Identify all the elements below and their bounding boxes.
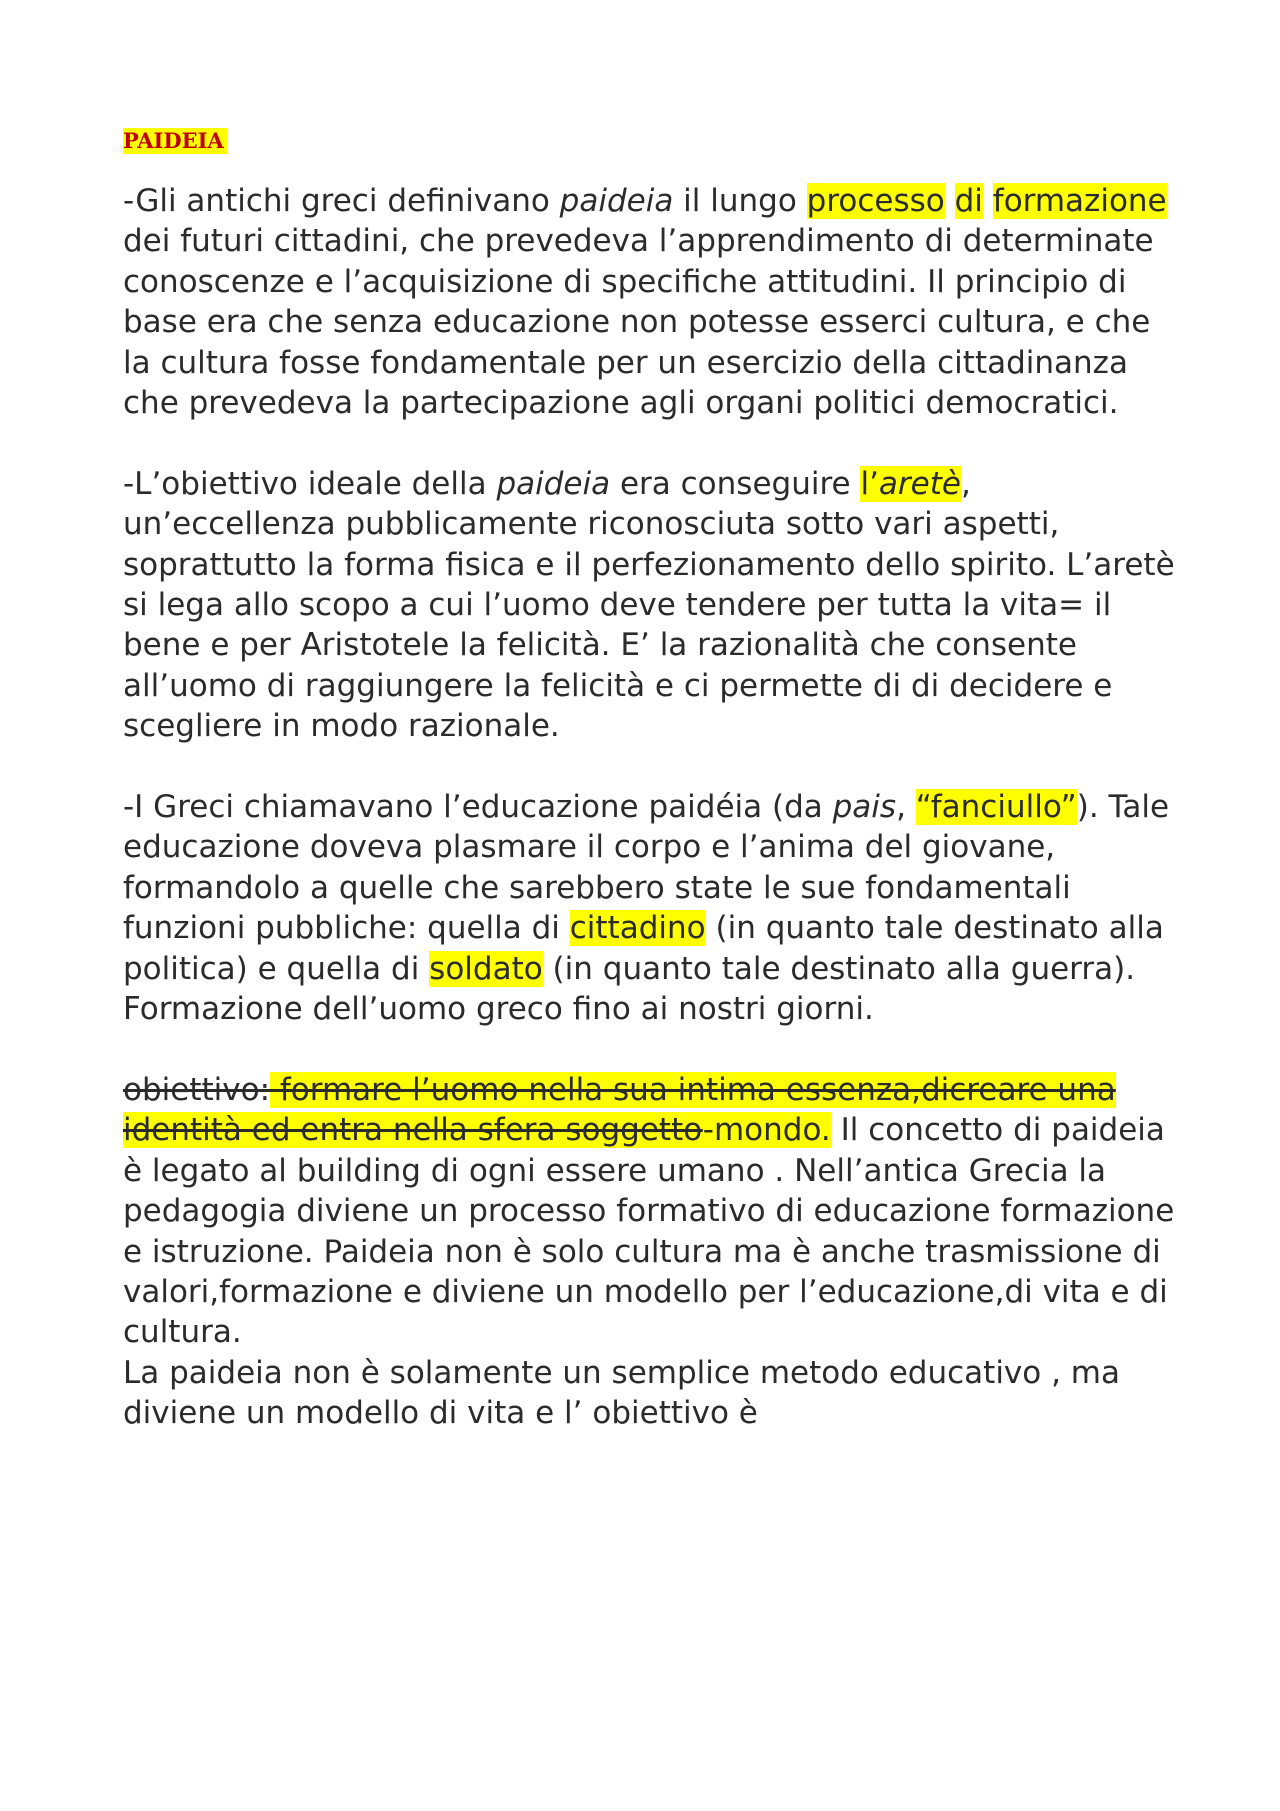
- document-title: PAIDEIA: [123, 128, 227, 154]
- highlight-formazione: formazione: [992, 183, 1167, 219]
- text-run: [983, 183, 993, 219]
- italic-term: paideia: [496, 465, 611, 502]
- italic-term: pais: [832, 789, 897, 826]
- text-run: era conseguire: [610, 465, 861, 502]
- highlight-soldato: soldato: [429, 950, 543, 987]
- text-run: [945, 183, 955, 219]
- text-run: -I Greci chiamavano l’educazione paidéia (da: [123, 789, 833, 826]
- strikethrough-text: obiettivo:: [123, 1071, 271, 1108]
- text-run: -L’obiettivo ideale della: [123, 465, 497, 502]
- text-run: ). Tale educazione doveva plasmare il corpo e l’anima del giovane, formandolo a quelle che sarebbero state le sue fondamentali funzioni pubbliche: quella di: [123, 789, 1170, 947]
- text-run: (in quanto tale destinato alla politica) e quella di: [123, 910, 1164, 987]
- highlight-mondo: -mondo.: [702, 1112, 831, 1149]
- text-run: il lungo: [673, 183, 807, 219]
- text-run: -Gli antichi greci definivano: [123, 183, 560, 219]
- text-run: ,: [896, 789, 916, 826]
- paragraph-5: [123, 1353, 1183, 1434]
- highlight-di: di: [954, 183, 983, 219]
- paragraph-1: [123, 181, 1183, 423]
- highlight-arete: aretè: [878, 465, 961, 502]
- text-run: (in quanto tale destinato alla guerra). Formazione dell’uomo greco fino ai nostri giorni.: [123, 950, 1136, 1028]
- text-run: Il concetto di paideia è legato al building di ogni essere umano . Nell’antica Grecia la pedagogia diviene un processo formativo di educazione formazione e istruzione. Paideia non è solo cultura ma è anche trasmissione di valori,formazione e diviene un modello per l’educazione,di vita e di cultura.: [123, 1112, 1175, 1351]
- text-run: dei futuri cittadini, che prevedeva l’apprendimento di determinate conoscenze e l’acquisizione di specifiche attitudini. Il principio di base era che senza educazione non potesse esserci cultura, e che la cultura fosse fondamentale per un esercizio della cittadinanza che prevedeva la partecipazione agli organi politici democratici.: [123, 223, 1154, 422]
- paragraph-2: [123, 464, 1183, 747]
- document-body: [123, 181, 1183, 1434]
- italic-term: paideia: [559, 183, 674, 219]
- highlight-article: l’: [860, 465, 879, 502]
- text-run: La paideia non è solamente un semplice metodo educativo , ma diviene un modello di vita e l’ obiettivo è: [123, 1354, 1120, 1432]
- paragraph-3: [123, 787, 1183, 1029]
- highlight-processo: processo: [806, 183, 945, 219]
- highlight-cittadino: cittadino: [569, 910, 706, 947]
- paragraph-4: [123, 1070, 1183, 1353]
- highlight-fanciullo: “fanciullo”: [915, 789, 1077, 826]
- text-run: , un’eccellenza pubblicamente riconosciuta sotto vari aspetti, soprattutto la forma fisica e il perfezionamento dello spirito. L’aretè si lega allo scopo a cui l’uomo deve tendere per tutta la vita= il bene e per Aristotele la felicità. E’ la razionalità che consente all’uomo di raggiungere la felicità e ci permette di di decidere e scegliere in modo razionale.: [123, 465, 1175, 745]
- highlight-strikethrough-text: formare l’uomo nella sua intima essenza,dicreare una identità ed entra nella sfera soggetto: [123, 1071, 1116, 1149]
